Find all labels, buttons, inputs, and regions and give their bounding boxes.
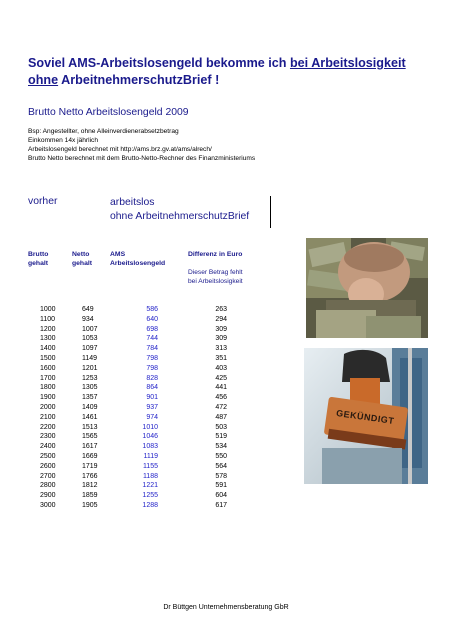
section-arbeitslos [110, 196, 249, 224]
stressed-man-illustration [306, 238, 428, 338]
netto-cell: 1617 [82, 443, 98, 451]
netto-cell: 1253 [82, 374, 98, 382]
ams-cell: 974 [146, 413, 158, 421]
brutto-cell: 1400 [40, 345, 56, 353]
brutto-cell: 2500 [40, 453, 56, 460]
differenz-cell: 309 [215, 335, 227, 343]
table-row [0, 393, 300, 403]
ams-cell: 901 [146, 394, 158, 402]
differenz-cell: 487 [215, 413, 227, 421]
hint-line-1: Dieser Betrag fehlt [188, 269, 243, 276]
table-row [0, 374, 300, 384]
ams-cell: 864 [146, 384, 158, 392]
table-row [0, 305, 300, 315]
table-row [0, 344, 300, 354]
section-divider [270, 196, 271, 228]
page-title [28, 55, 428, 89]
netto-cell: 934 [82, 315, 94, 323]
title-part-4: ArbeitnehmerschutzBrief ! [58, 73, 220, 87]
difference-hint [188, 268, 243, 286]
ams-cell: 1155 [142, 462, 158, 470]
ams-cell: 698 [146, 325, 158, 333]
brutto-cell: 1100 [40, 315, 56, 323]
netto-cell: 1097 [82, 345, 98, 353]
table-row [0, 315, 300, 325]
ams-cell: 784 [146, 345, 158, 353]
brutto-cell: 2600 [40, 462, 56, 470]
table-row [0, 462, 300, 472]
header-ams-line-1: AMS [110, 251, 126, 258]
header-brutto-line-2: gehalt [28, 260, 49, 267]
ams-cell: 1046 [142, 433, 158, 441]
title-part-2: bei Arbeitslosigkeit [289, 56, 406, 70]
header-netto [72, 250, 92, 268]
brutto-cell: 2100 [40, 413, 56, 421]
note-line-4: Brutto Netto berechnet mit dem Brutto-Netto-Rechner des Finanzministeriums [28, 155, 256, 162]
ams-cell: 937 [146, 404, 158, 411]
header-netto-line-2: gehalt [72, 260, 93, 267]
netto-cell: 1565 [82, 433, 98, 441]
header-ams [110, 250, 165, 268]
netto-cell: 1357 [82, 394, 98, 402]
stamp-photo [304, 348, 428, 484]
brutto-cell: 1500 [40, 355, 56, 362]
note-line-1: Bsp: Angestellter, ohne Alleinverdienerabsetzbetrag [28, 128, 179, 135]
brutto-cell: 2300 [40, 433, 56, 441]
header-netto-line-1: Netto [72, 251, 90, 258]
brutto-cell: 1200 [40, 325, 56, 333]
header-brutto [28, 250, 48, 268]
ams-cell: 828 [146, 374, 158, 382]
table-row [0, 354, 300, 364]
brutto-cell: 3000 [40, 502, 56, 509]
differenz-cell: 550 [215, 453, 227, 460]
subtitle: Brutto Netto Arbeitslosengeld 2009 [28, 107, 189, 118]
stamp-label: GEKÜNDIGT [335, 407, 395, 427]
ams-cell: 1083 [142, 443, 158, 451]
ams-cell: 1188 [142, 472, 158, 480]
section-vorher: vorher [28, 196, 58, 207]
brutto-cell: 1600 [40, 364, 56, 372]
netto-cell: 1719 [82, 462, 98, 470]
ams-cell: 1010 [142, 423, 158, 431]
netto-cell: 1766 [82, 472, 98, 480]
section-arbeitslos-line-1: arbeitslos [110, 197, 155, 208]
differenz-cell: 519 [215, 433, 227, 441]
table-row [0, 491, 300, 501]
differenz-cell: 472 [215, 404, 227, 411]
table-row [0, 472, 300, 482]
differenz-cell: 294 [215, 315, 227, 323]
differenz-cell: 604 [215, 492, 227, 500]
ams-cell: 798 [146, 364, 158, 372]
differenz-cell: 403 [215, 364, 227, 372]
header-ams-line-2: Arbeitslosengeld [110, 260, 166, 267]
ams-cell: 1221 [142, 482, 158, 490]
netto-cell: 1812 [82, 482, 98, 490]
differenz-cell: 309 [215, 325, 227, 333]
header-differenz-line-1: Differenz in Euro [188, 251, 243, 258]
netto-cell: 649 [82, 306, 94, 313]
netto-cell: 1461 [82, 413, 98, 421]
differenz-cell: 591 [215, 482, 227, 490]
ams-cell: 1288 [142, 502, 158, 509]
differenz-cell: 617 [215, 502, 227, 509]
header-brutto-line-1: Brutto [28, 251, 49, 258]
differenz-cell: 441 [215, 384, 227, 392]
differenz-cell: 425 [215, 374, 227, 382]
netto-cell: 1859 [82, 492, 98, 500]
differenz-cell: 456 [215, 394, 227, 402]
table-row [0, 423, 300, 433]
brutto-cell: 2000 [40, 404, 56, 411]
netto-cell: 1513 [82, 423, 98, 431]
netto-cell: 1905 [82, 502, 98, 509]
stressed-man-photo [306, 238, 428, 338]
netto-cell: 1201 [82, 364, 98, 372]
brutto-cell: 2200 [40, 423, 56, 431]
differenz-cell: 503 [215, 423, 227, 431]
brutto-cell: 2400 [40, 443, 56, 451]
brutto-cell: 1000 [40, 306, 56, 313]
ams-cell: 586 [146, 306, 158, 313]
netto-cell: 1305 [82, 384, 98, 392]
ams-cell: 1255 [142, 492, 158, 500]
differenz-cell: 564 [215, 462, 227, 470]
table-row [0, 452, 300, 462]
note-line-2: Einkommen 14x jährlich [28, 137, 98, 144]
brutto-cell: 1700 [40, 374, 56, 382]
brutto-cell: 1800 [40, 384, 56, 392]
differenz-cell: 534 [215, 443, 227, 451]
table-row [0, 442, 300, 452]
table-row [0, 501, 300, 511]
ams-cell: 798 [146, 355, 158, 362]
footer: Dr Büttgen Unternehmensberatung GbR [163, 604, 289, 611]
table-row [0, 403, 300, 413]
differenz-cell: 313 [215, 345, 227, 353]
brutto-cell: 2700 [40, 472, 56, 480]
netto-cell: 1409 [82, 404, 98, 411]
header-differenz [188, 250, 242, 259]
ams-cell: 640 [146, 315, 158, 323]
netto-cell: 1669 [82, 453, 98, 460]
netto-cell: 1007 [82, 325, 98, 333]
table-row [0, 334, 300, 344]
differenz-cell: 263 [215, 306, 227, 313]
table-row [0, 383, 300, 393]
ams-cell: 1119 [143, 453, 158, 460]
table-row [0, 364, 300, 374]
hint-line-2: bei Arbeitslosigkeit [188, 278, 243, 285]
note-line-3: Arbeitslosengeld berechnet mit http://ams.brz.gv.at/ams/alrech/ [28, 146, 212, 153]
netto-cell: 1149 [82, 355, 98, 362]
title-part-1: Soviel AMS-Arbeitslosengeld bekomme ich [28, 56, 290, 70]
brutto-cell: 1300 [40, 335, 56, 343]
title-part-3: ohne [28, 73, 59, 87]
table-row [0, 432, 300, 442]
table-row [0, 325, 300, 335]
brutto-cell: 2800 [40, 482, 56, 490]
table-row [0, 481, 300, 491]
section-arbeitslos-line-2: ohne ArbeitnehmerschutzBrief [110, 211, 250, 222]
brutto-cell: 1900 [40, 394, 56, 402]
table-row [0, 413, 300, 423]
ams-cell: 744 [146, 335, 158, 343]
netto-cell: 1053 [82, 335, 98, 343]
differenz-cell: 578 [215, 472, 227, 480]
differenz-cell: 351 [215, 355, 227, 362]
brutto-cell: 2900 [40, 492, 56, 500]
